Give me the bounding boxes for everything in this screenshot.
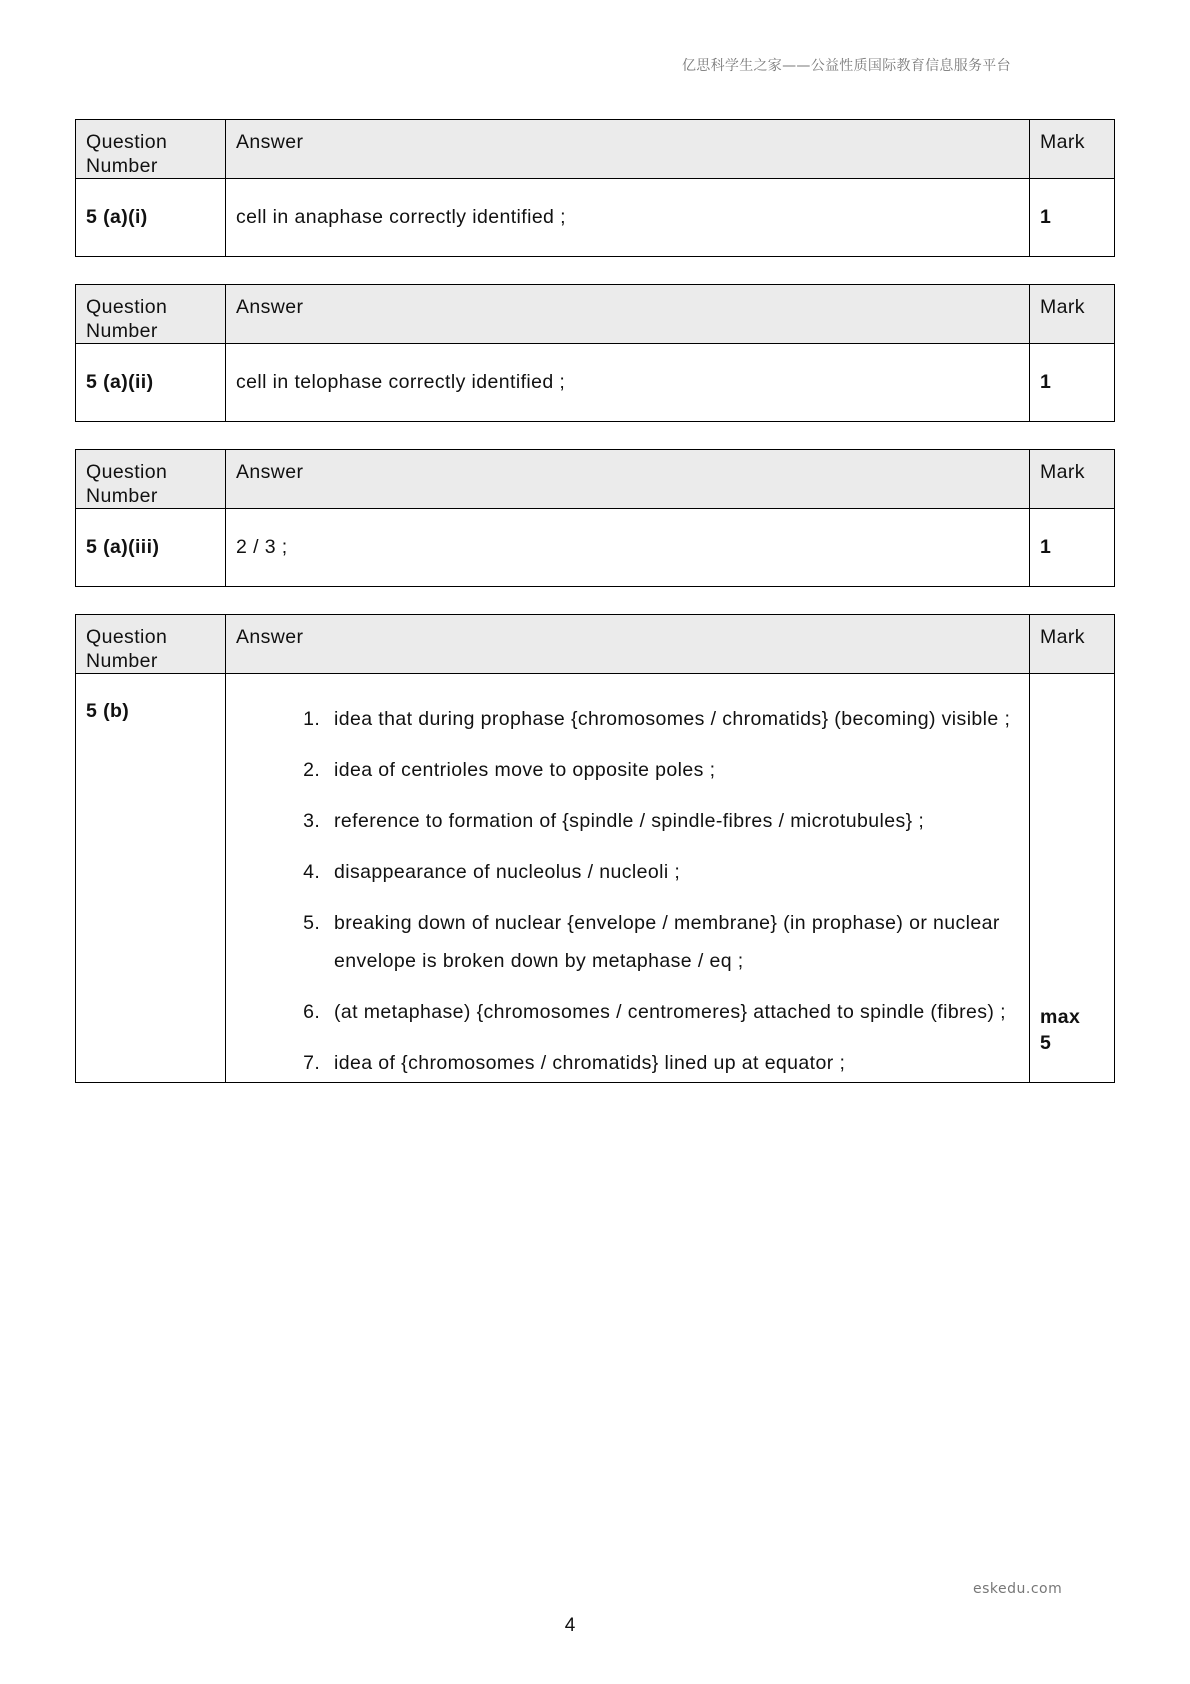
mark-scheme-table <box>75 614 1115 1083</box>
mark-value: 1 <box>1030 179 1115 257</box>
mark-max-text: max 5 <box>1040 1006 1081 1054</box>
answer-text: cell in telophase correctly identified ; <box>226 344 1030 422</box>
question-number-header: Question Number <box>76 615 226 674</box>
table-header-row <box>76 285 1115 344</box>
table-row <box>76 179 1115 257</box>
mark-header: Mark <box>1030 615 1115 674</box>
marking-point: 6. (at metaphase) {chromosomes / centromeres} attached to spindle (fibres) ; <box>326 993 1019 1031</box>
table-row <box>76 509 1115 587</box>
table-row <box>76 674 1115 1083</box>
table-header-row <box>76 615 1115 674</box>
answer-header: Answer <box>226 615 1030 674</box>
question-number: 5 (a)(iii) <box>76 509 226 587</box>
answer-text: cell in anaphase correctly identified ; <box>226 179 1030 257</box>
mark-header: Mark <box>1030 285 1115 344</box>
answer-text: 2 / 3 ; <box>226 509 1030 587</box>
mark-scheme-table <box>75 449 1115 587</box>
question-number-header: Question Number <box>76 450 226 509</box>
marking-point: 7. idea of {chromosomes / chromatids} lined up at equator ; <box>326 1044 1019 1082</box>
mark-value: 1 <box>1030 344 1115 422</box>
mark-value <box>1030 674 1115 1083</box>
marking-point: 1. idea that during prophase {chromosomes / chromatids} (becoming) visible ; <box>326 700 1019 738</box>
mark-scheme-table <box>75 284 1115 422</box>
page-number: 4 <box>564 1615 576 1636</box>
answer-header: Answer <box>226 450 1030 509</box>
question-number-header: Question Number <box>76 285 226 344</box>
answer-header: Answer <box>226 285 1030 344</box>
mark-scheme-table <box>75 119 1115 257</box>
marking-point: 2. idea of centrioles move to opposite poles ; <box>326 751 1019 789</box>
question-number: 5 (a)(i) <box>76 179 226 257</box>
answer-header: Answer <box>226 120 1030 179</box>
marking-point: 5. breaking down of nuclear {envelope / membrane} (in prophase) or nuclear envelope is broken down by metaphase / eq ; <box>326 904 1019 980</box>
footer-site: eskedu.com <box>973 1581 1063 1597</box>
page-header: 亿思科学生之家——公益性质国际教育信息服务平台 <box>682 58 1011 74</box>
question-number: 5 (a)(ii) <box>76 344 226 422</box>
table-header-row <box>76 450 1115 509</box>
table-row <box>76 344 1115 422</box>
mark-header: Mark <box>1030 450 1115 509</box>
mark-header: Mark <box>1030 120 1115 179</box>
question-number-header: Question Number <box>76 120 226 179</box>
question-number: 5 (b) <box>76 674 226 1083</box>
marking-point: 3. reference to formation of {spindle / spindle-fibres / microtubules} ; <box>326 802 1019 840</box>
mark-value: 1 <box>1030 509 1115 587</box>
table-header-row <box>76 120 1115 179</box>
answer-cell <box>226 674 1030 1083</box>
marking-points-list <box>236 700 1019 1082</box>
marking-point: 4. disappearance of nucleolus / nucleoli ; <box>326 853 1019 891</box>
